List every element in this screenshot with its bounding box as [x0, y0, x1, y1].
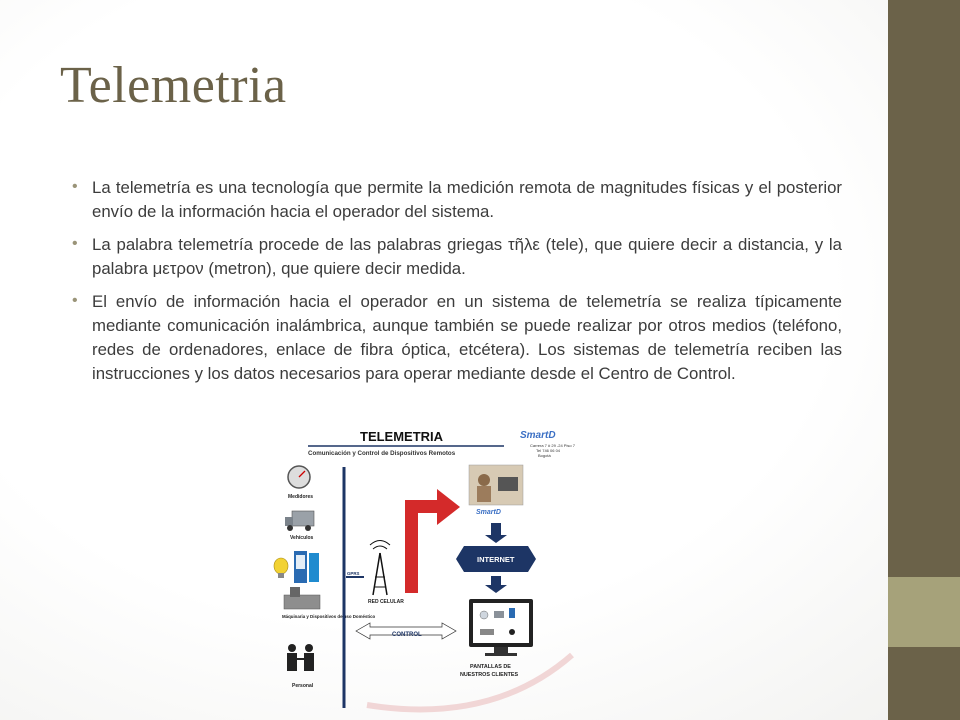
brand-logo-top: SmartD — [520, 430, 556, 441]
bullet-list — [72, 176, 842, 395]
client-monitor-icon — [469, 599, 533, 656]
bullet-icon: • — [72, 292, 78, 309]
red-celular-label: RED CELULAR — [368, 599, 404, 605]
down-arrow-icon — [485, 576, 507, 593]
bullet-text: La palabra telemetría procede de las palabras griegas τῆλε (tele), que quiere decir a distancia, y la palabra μετρον (metron), que quiere decir medida. — [92, 235, 842, 278]
device-label-vehiculos: Vehículos — [290, 535, 314, 541]
device-label-medidores: Medidores — [288, 494, 314, 500]
pantallas-label-1: PANTALLAS DE — [470, 664, 511, 670]
bullet-icon: • — [72, 235, 78, 252]
brand-phone: Tel 746 06 04 — [536, 448, 561, 453]
brand-logo-bottom: SmartD — [476, 509, 501, 516]
diagram-title: TELEMETRIA — [360, 429, 444, 444]
bullet-text: El envío de información hacia el operador en un sistema de telemetría se realiza típicamente mediante comunicación inalámbrica, aunque también se puede realizar por otros medios (teléfono, redes de ordenadores, enlace de fibra óptica, etcétera). Los sistemas de telemetría reciben las instrucciones y los datos necesarios para operar mediante desde el Centro de Control. — [92, 292, 842, 383]
vending-machine-icon — [294, 551, 319, 583]
control-label: CONTROL — [392, 632, 422, 638]
diagram-subtitle: Comunicación y Control de Dispositivos Remotos — [308, 450, 456, 457]
gauge-icon — [288, 466, 310, 488]
down-arrow-icon — [485, 523, 507, 543]
bullet-item — [72, 233, 842, 281]
machinery-icon — [284, 587, 320, 609]
side-accent-block — [888, 577, 960, 647]
uplink-arrow-icon — [405, 489, 460, 593]
internet-label: INTERNET — [477, 555, 515, 564]
device-label-maquinaria: Máquinaria y Dispositivos de uso Doméstico — [282, 614, 376, 619]
control-center-photo — [469, 465, 523, 505]
bulb-icon — [274, 558, 288, 578]
cell-tower-icon — [370, 541, 390, 596]
bullet-item — [72, 176, 842, 224]
brand-city: Bogotá — [538, 453, 551, 458]
telemetry-diagram — [272, 425, 592, 720]
gprs-label: GPRS — [347, 571, 360, 576]
truck-icon — [285, 511, 314, 531]
brand-address: Carrera 7 # 29 -24 Piso 7 — [530, 443, 575, 448]
bullet-icon: • — [72, 178, 78, 195]
device-label-personal: Personal — [292, 683, 314, 689]
slide-title: Telemetria — [60, 57, 287, 114]
pantallas-label-2: NUESTROS CLIENTES — [460, 672, 519, 678]
bullet-item — [72, 290, 842, 386]
bullet-text: La telemetría es una tecnología que permite la medición remota de magnitudes físicas y el posterior envío de la información hacia el operador del sistema. — [92, 178, 842, 221]
people-icon — [287, 644, 314, 671]
